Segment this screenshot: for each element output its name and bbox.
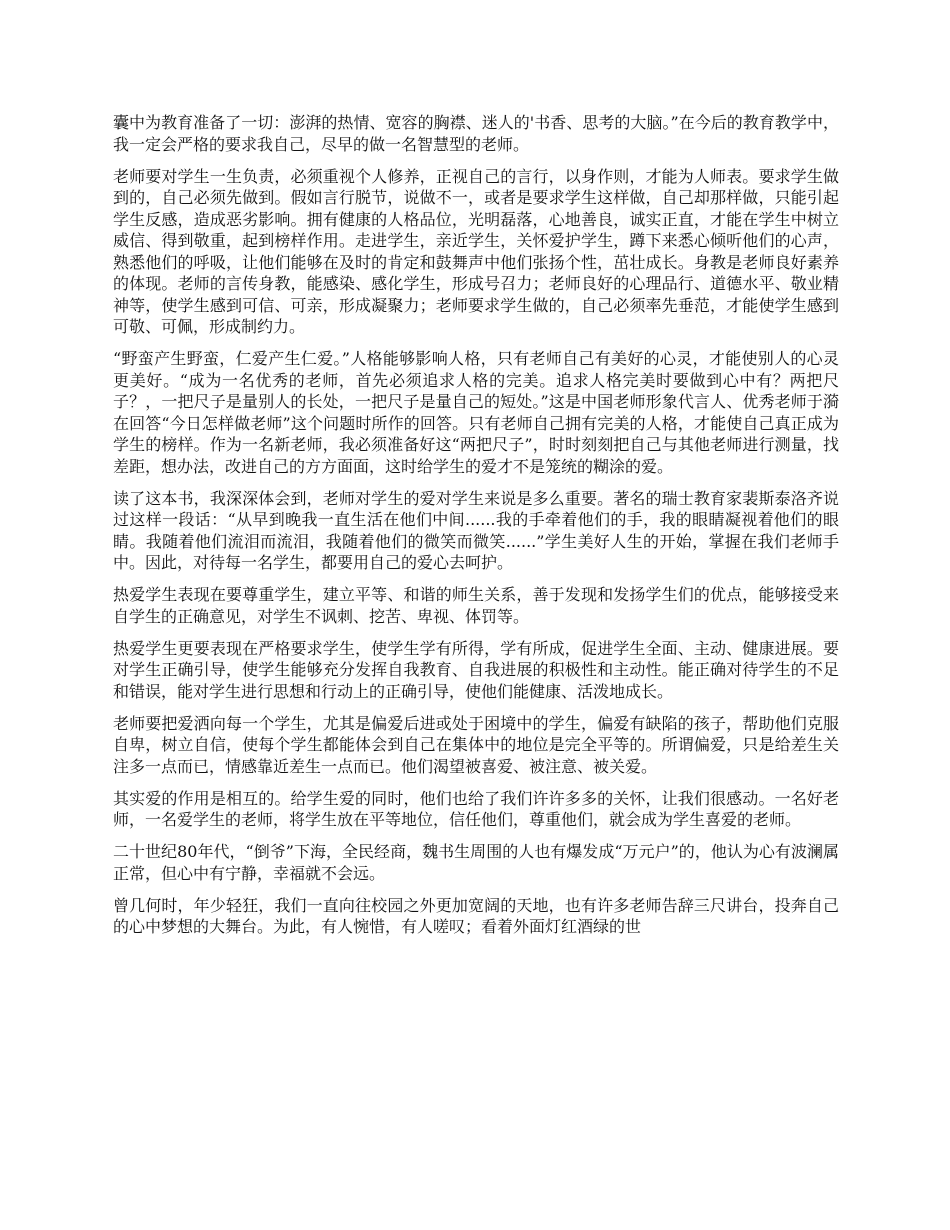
paragraph: 老师要把爱洒向每一个学生，尤其是偏爱后进或处于困境中的学生，偏爱有缺陷的孩子，帮助他们克服自卑，树立自信，使每个学生都能体会到自己在集体中的地位是完全平等的。所谓偏爱，只是给差生关注多一点而已，情感靠近差生一点而已。他们渴望被喜爱、被注意、被关爱。: [113, 713, 839, 776]
paragraph: 热爱学生表现在要尊重学生，建立平等、和谐的师生关系，善于发现和发扬学生们的优点，能够接受来自学生的正确意见，对学生不讽刺、挖苦、卑视、体罚等。: [113, 585, 839, 626]
paragraph: 囊中为教育准备了一切：澎湃的热情、宽容的胸襟、迷人的'书香、思考的大脑。”在今后的教育教学中，我一定会严格的要求我自己，尽早的做一名智慧型的老师。: [113, 113, 839, 154]
paragraph: 读了这本书，我深深体会到，老师对学生的爱对学生来说是多么重要。著名的瑞士教育家裴斯泰洛齐说过这样一段话：“从早到晚我一直生活在他们中间......我的手牵着他们的手，我的眼睛凝视着他们的眼睛。我随着他们流泪而流泪，我随着他们的微笑而微笑......”学生美好人生的开始，掌握在我们老师手中。因此，对待每一名学生，都要用自己的爱心去呵护。: [113, 488, 839, 572]
paragraph: 曾几何时，年少轻狂，我们一直向往校园之外更加宽阔的天地，也有许多老师告辞三尺讲台，投奔自己的心中梦想的大舞台。为此，有人惋惜，有人嗟叹；看着外面灯红酒绿的世: [113, 895, 839, 936]
paragraph: 老师要对学生一生负责，必须重视个人修养，正视自己的言行，以身作则，才能为人师表。要求学生做到的，自己必须先做到。假如言行脱节，说做不一，或者是要求学生这样做，自己却那样做，只能引起学生反感，造成恶劣影响。拥有健康的人格品位，光明磊落，心地善良，诚实正直，才能在学生中树立威信、得到敬重，起到榜样作用。走进学生，亲近学生，关怀爱护学生，蹲下来悉心倾听他们的心声，熟悉他们的呼吸，让他们能够在及时的肯定和鼓舞声中他们张扬个性，茁壮成长。身教是老师良好素养的体现。老师的言传身教，能感染、感化学生，形成号召力；老师良好的心理品行、道德水平、敬业精神等，使学生感到可信、可亲，形成凝聚力；老师要求学生做的，自己必须率先垂范，才能使学生感到可敬、可佩，形成制约力。: [113, 166, 839, 336]
paragraph: 其实爱的作用是相互的。给学生爱的同时，他们也给了我们许许多多的关怀，让我们很感动。一名好老师，一名爱学生的老师，将学生放在平等地位，信任他们，尊重他们，就会成为学生喜爱的老师。: [113, 788, 839, 829]
paragraph: “野蛮产生野蛮，仁爱产生仁爱。”人格能够影响人格，只有老师自己有美好的心灵，才能使别人的心灵更美好。“成为一名优秀的老师，首先必须追求人格的完美。追求人格完美时要做到心中有？两把尺子？，一把尺子是量别人的长处，一把尺子是量自己的短处。”这是中国老师形象代言人、优秀老师于漪在回答“今日怎样做老师”这个问题时所作的回答。只有老师自己拥有完美的人格，才能使自己真正成为学生的榜样。作为一名新老师，我必须准备好这“两把尺子”，时时刻刻把自己与其他老师进行测量，找差距，想办法，改进自己的方方面面，这时给学生的爱才不是笼统的糊涂的爱。: [113, 349, 839, 476]
paragraph: 二十世纪80年代，“倒爷”下海，全民经商，魏书生周围的人也有爆发成“万元户”的，他认为心有波澜属正常，但心中有宁静，幸福就不会远。: [113, 842, 839, 883]
document-page: [113, 112, 839, 948]
paragraph: 热爱学生更要表现在严格要求学生，使学生学有所得，学有所成，促进学生全面、主动、健康进展。要对学生正确引导，使学生能够充分发挥自我教育、自我进展的积极性和主动性。能正确对待学生的不足和错误，能对学生进行思想和行动上的正确引导，使他们能健康、活泼地成长。: [113, 638, 839, 701]
